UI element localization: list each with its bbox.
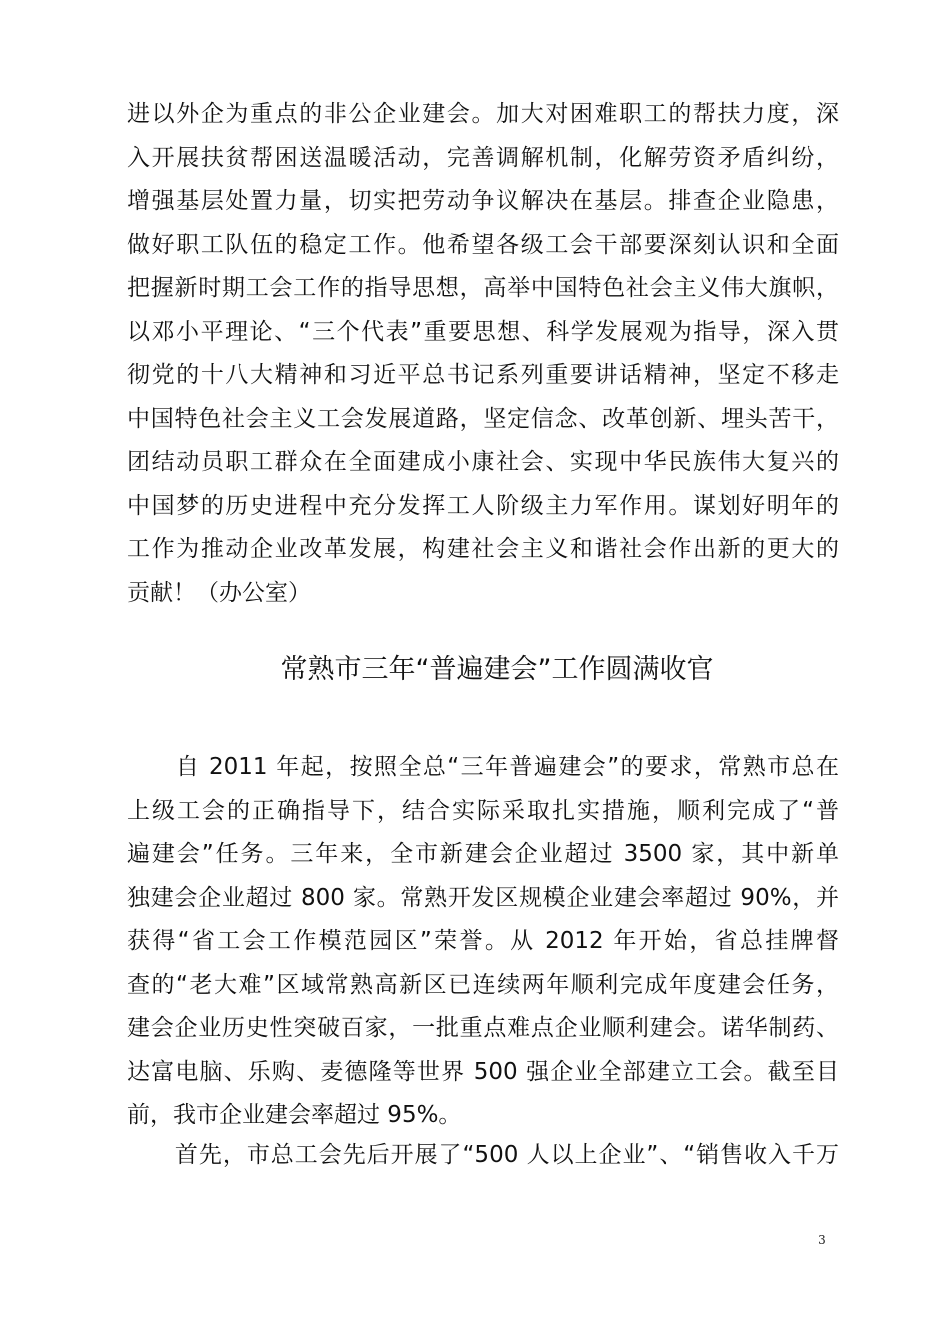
text-line: 中国特色社会主义工会发展道路，坚定信念、改革创新、埋头苦干， <box>127 405 839 432</box>
text-line: 获得“省工会工作模范园区”荣誉。从 2012 年开始，省总挂牌督 <box>127 928 839 954</box>
text-line: 建会企业历史性突破百家，一批重点难点企业顺利建会。诺华制药、 <box>127 1015 839 1041</box>
text-line: 彻党的十八大精神和习近平总书记系列重要讲话精神，坚定不移走 <box>127 362 839 388</box>
text-line: 把握新时期工会工作的指导思想，高举中国特色社会主义伟大旗帜， <box>127 275 839 301</box>
paragraph-two <box>127 1134 839 1178</box>
paragraph-continued <box>127 93 839 615</box>
text-line: 做好职工队伍的稳定工作。他希望各级工会干部要深刻认识和全面 <box>127 231 839 258</box>
text-line: 入开展扶贫帮困送温暖活动，完善调解机制，化解劳资矛盾纠纷， <box>127 144 839 171</box>
text-line: 工作为推动企业改革发展，构建社会主义和谐社会作出新的更大的 <box>127 536 839 562</box>
text-line: 上级工会的正确指导下，结合实际采取扎实措施，顺利完成了“普 <box>127 797 839 824</box>
text-line: 查的“老大难”区域常熟高新区已连续两年顺利完成年度建会任务， <box>127 971 839 998</box>
page-number: 3 <box>818 1233 826 1247</box>
text-line: 以邓小平理论、“三个代表”重要思想、科学发展观为指导，深入贯 <box>127 318 839 345</box>
text-line: 进以外企为重点的非公企业建会。加大对困难职工的帮扶力度，深 <box>127 101 839 127</box>
text-line: 达富电脑、乐购、麦德隆等世界 500 强企业全部建立工会。截至目 <box>127 1058 839 1085</box>
text-line: 中国梦的历史进程中充分发挥工人阶级主力军作用。谋划好明年的 <box>127 492 839 519</box>
text-line: 团结动员职工群众在全面建成小康社会、实现中华民族伟大复兴的 <box>127 449 839 475</box>
text-line: 遍建会”任务。三年来，全市新建会企业超过 3500 家，其中新单 <box>127 841 839 867</box>
text-line: 首先，市总工会先后开展了“500 人以上企业”、“销售收入千万 <box>127 1142 839 1168</box>
text-line: 贡献！（办公室） <box>127 579 311 606</box>
article-title: 常熟市三年“普遍建会”工作圆满收官 <box>280 654 714 685</box>
text-line: 独建会企业超过 800 家。常熟开发区规模企业建会率超过 90%，并 <box>127 884 839 911</box>
text-line: 增强基层处置力量，切实把劳动争议解决在基层。排查企业隐患， <box>127 188 839 214</box>
text-line: 自 2011 年起，按照全总“三年普遍建会”的要求，常熟市总在 <box>127 754 839 780</box>
paragraph-one <box>127 746 839 1138</box>
text-line: 前，我市企业建会率超过 95%。 <box>127 1102 462 1128</box>
